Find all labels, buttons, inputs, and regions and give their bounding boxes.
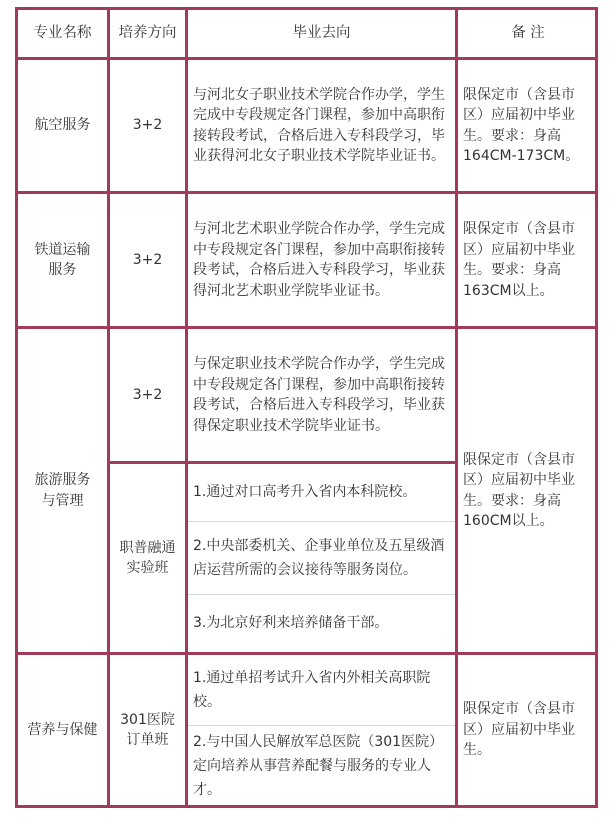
row2-major: 铁道运输服务 [34, 241, 91, 278]
border-v [185, 7, 188, 808]
border-h [15, 326, 598, 329]
row1-direction: 3+2 [132, 117, 163, 134]
border-h [15, 7, 598, 10]
row4-destination-1: 1.通过单招考试升入省内外相关高职院校。 [193, 670, 431, 710]
row3a-destination: 与保定职业技术学院合作办学，学生完成中专段规定各门课程，参加中高职衔接转段考试，合格后进入专科段学习，毕业获得保定职业技术学院毕业证书。 [193, 356, 445, 434]
row4-remark: 限保定市（含县市区）应届初中毕业生。 [463, 701, 575, 759]
border-v [15, 7, 18, 808]
border-v [107, 7, 110, 808]
row2-direction: 3+2 [132, 251, 163, 268]
header-remark: 备 注 [511, 25, 545, 42]
border-h [15, 191, 598, 194]
row3a-direction: 3+2 [132, 386, 163, 403]
row3-major: 旅游服务与管理 [34, 472, 91, 509]
border-v [455, 7, 458, 808]
header-destination: 毕业去向 [292, 25, 351, 42]
border-v [595, 7, 598, 808]
row1-remark: 限保定市（含县市区）应届初中毕业生。要求：身高164CM-173CM。 [463, 86, 580, 164]
border-h [15, 652, 598, 655]
row3b-destination-3: 3.为北京好利来培养储备干部。 [193, 615, 389, 632]
row3b-direction: 职普融通实验班 [119, 539, 176, 576]
border-h [15, 805, 598, 808]
header-major: 专业名称 [33, 25, 92, 42]
row4-direction: 301医院订单班 [120, 711, 175, 748]
row2-remark: 限保定市（含县市区）应届初中毕业生。要求：身高163CM以上。 [463, 221, 575, 299]
border-h [15, 57, 598, 60]
row3b-destination-2: 2.中央部委机关、企事业单位及五星级酒店运营所需的会议接待等服务岗位。 [193, 538, 445, 578]
border-h [107, 461, 458, 464]
row3b-destination-1: 1.通过对口高考升入省内本科院校。 [193, 484, 417, 501]
row1-major: 航空服务 [34, 117, 91, 134]
header-direction: 培养方向 [118, 25, 177, 42]
row3-remark: 限保定市（含县市区）应届初中毕业生。要求：身高160CM以上。 [463, 451, 575, 529]
row4-major: 营养与保健 [27, 721, 98, 738]
row2-destination: 与河北艺术职业学院合作办学，学生完成中专段规定各门课程，参加中高职衔接转段考试，合格后进入专科段学习，毕业获得河北艺术职业学院毕业证书。 [193, 221, 445, 299]
row1-destination: 与河北女子职业技术学院合作办学，学生完成中专段规定各门课程，参加中高职衔接转段考试，合格后进入专科段学习，毕业获得河北女子职业技术学院毕业证书。 [193, 86, 445, 164]
row4-destination-2: 2.与中国人民解放军总医院（301医院）定向培养从事营养配餐与服务的专业人才。 [193, 733, 444, 798]
